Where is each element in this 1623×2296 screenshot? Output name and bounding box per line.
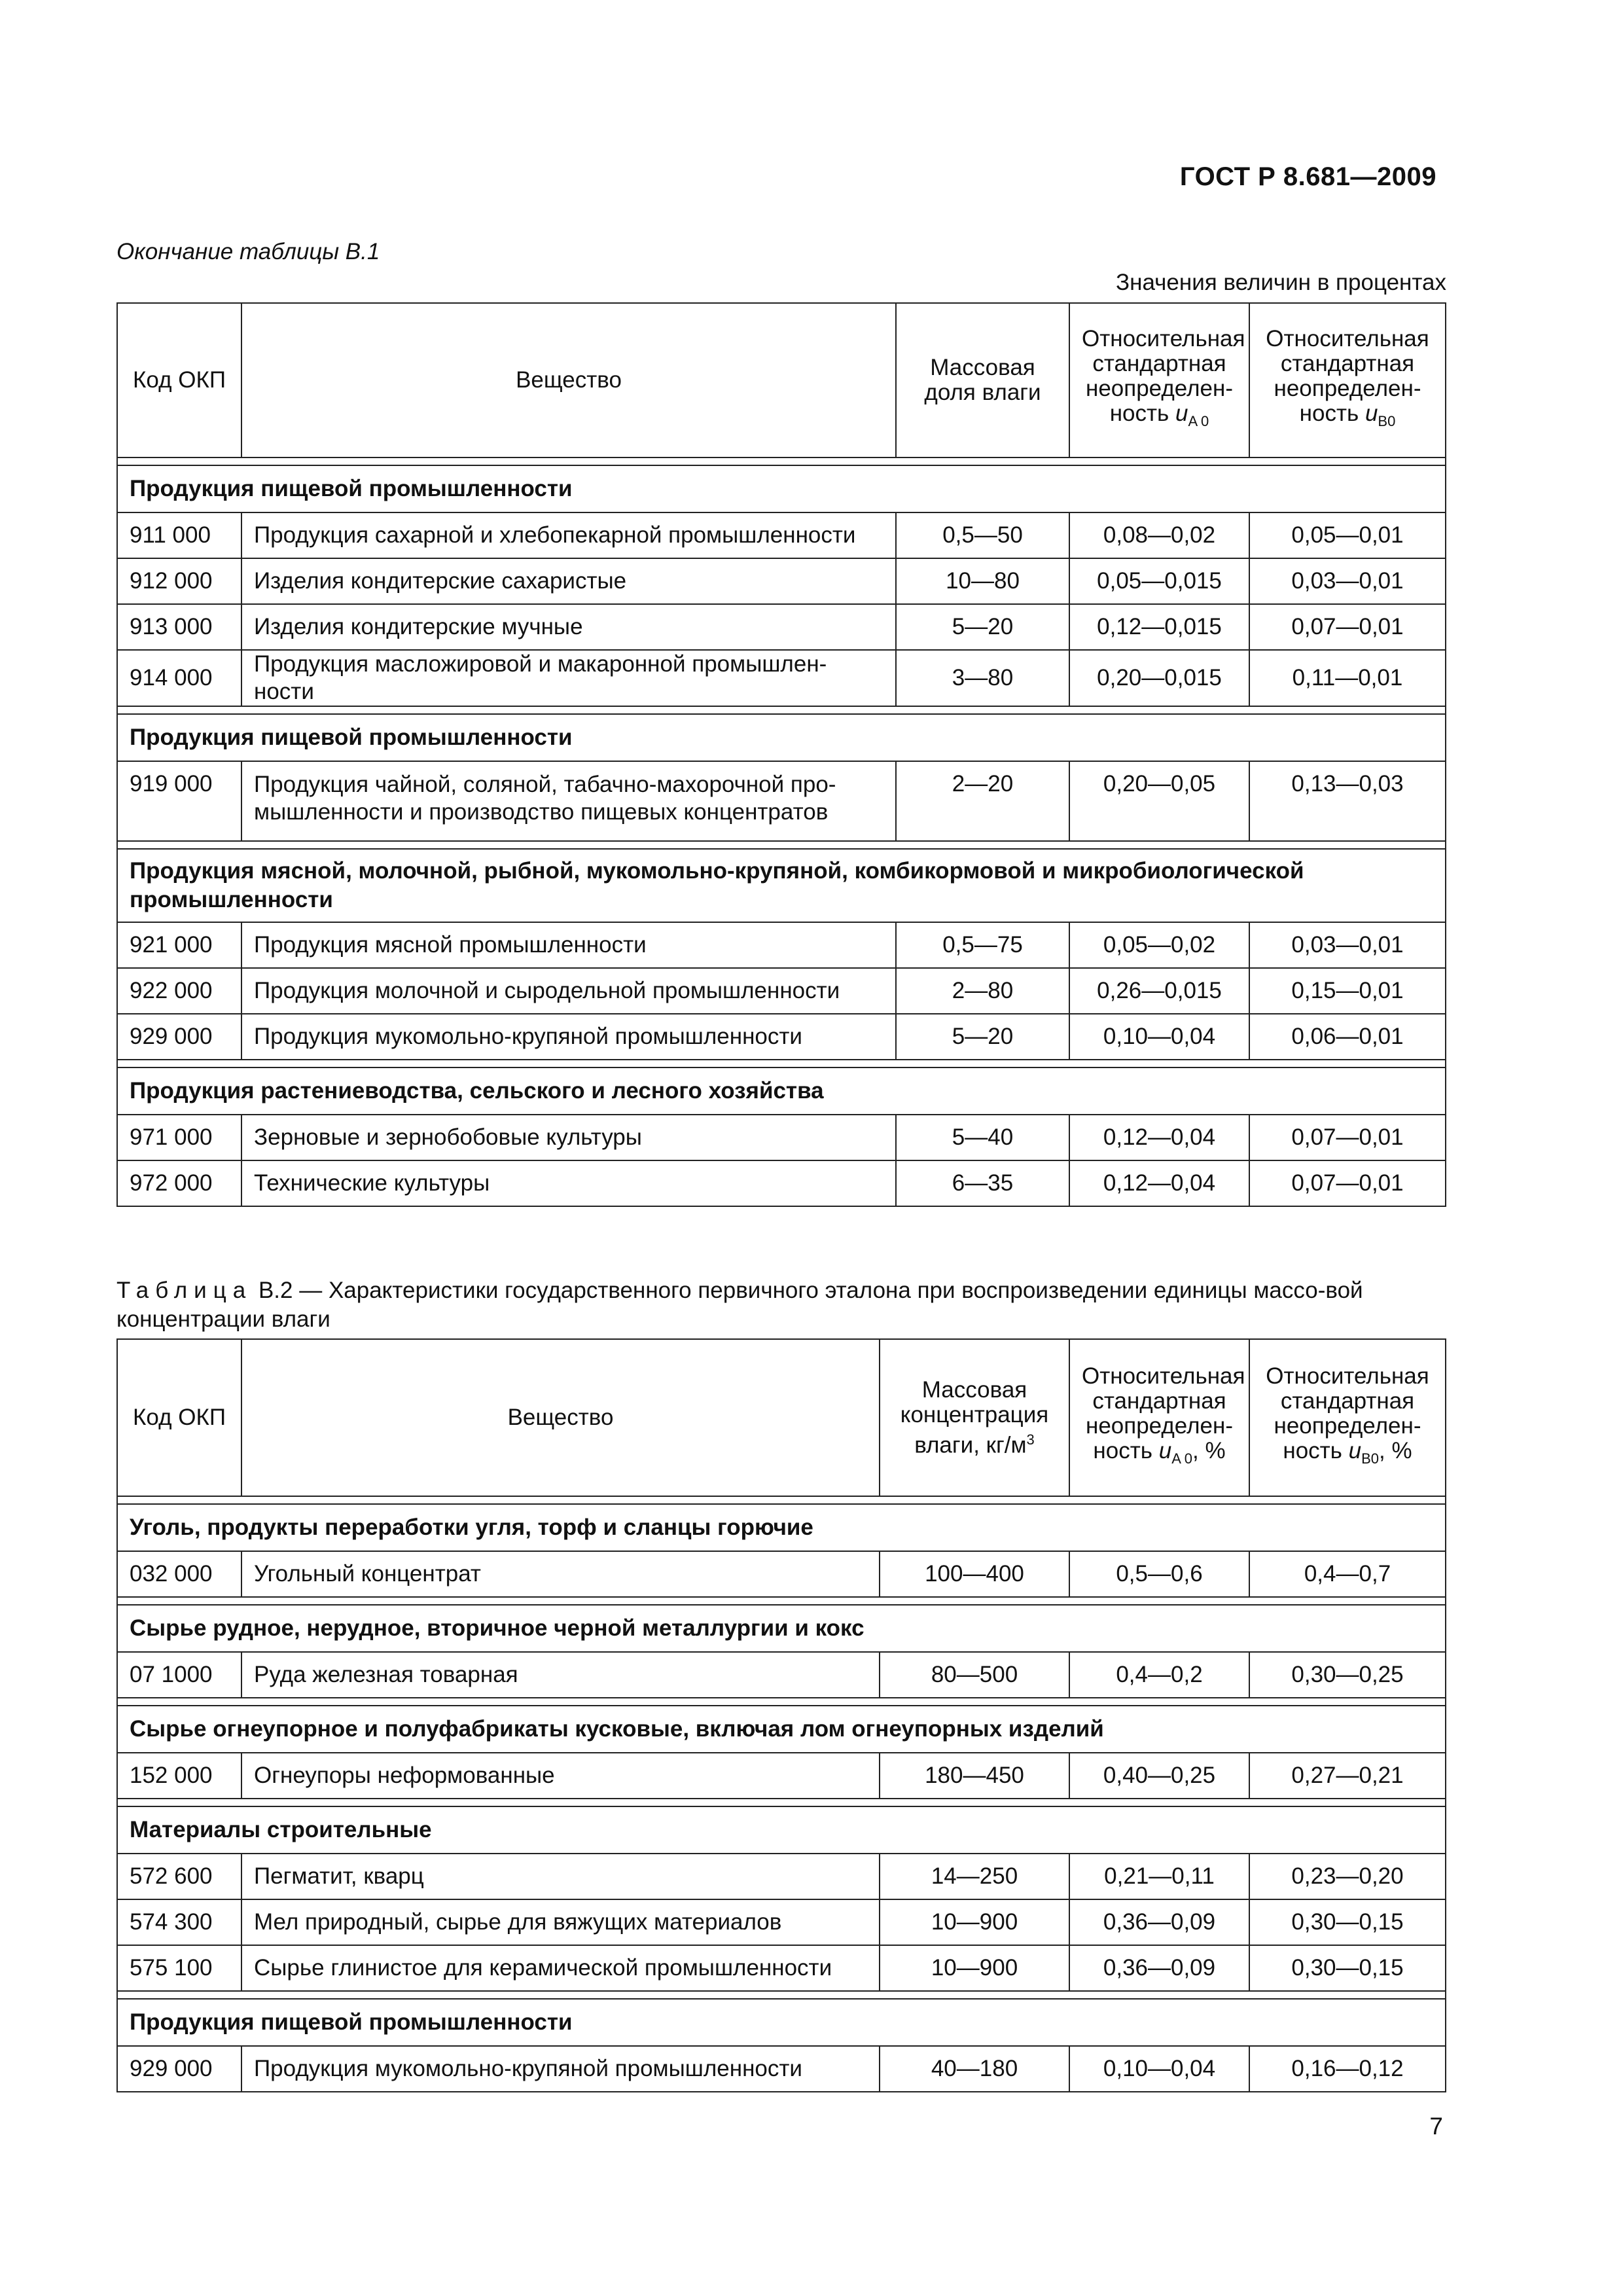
cell-ua: 0,36—0,09 <box>1069 1899 1249 1945</box>
table-1 <box>116 302 1446 1207</box>
cell-ua: 0,08—0,02 <box>1069 512 1249 558</box>
cell-moisture: 6—35 <box>896 1160 1069 1206</box>
cell-moisture: 80—500 <box>880 1652 1069 1698</box>
page-number: 7 <box>1429 2113 1443 2140</box>
cell-ub: 0,13—0,03 <box>1249 761 1446 841</box>
cell-code: 032 000 <box>117 1551 241 1597</box>
group-spacer <box>117 1496 1446 1504</box>
cell-ua: 0,21—0,11 <box>1069 1854 1249 1899</box>
table1-caption: Окончание таблицы В.1 <box>116 239 380 264</box>
table-row <box>117 761 1446 841</box>
group-spacer <box>117 1597 1446 1605</box>
group-spacer <box>117 1799 1446 1806</box>
table-2 <box>116 1338 1446 2092</box>
cell-moisture: 10—900 <box>880 1945 1069 1991</box>
cell-ua: 0,20—0,05 <box>1069 761 1249 841</box>
cell-ua: 0,4—0,2 <box>1069 1652 1249 1698</box>
cell-moisture: 14—250 <box>880 1854 1069 1899</box>
cell-ua: 0,12—0,04 <box>1069 1115 1249 1160</box>
cell-moisture: 180—450 <box>880 1753 1069 1799</box>
cell-substance: Пегматит, кварц <box>241 1854 880 1899</box>
group-spacer <box>117 1060 1446 1067</box>
cell-moisture: 2—20 <box>896 761 1069 841</box>
cell-ua: 0,12—0,04 <box>1069 1160 1249 1206</box>
table2-caption: Таблица В.2 — Характеристики государственного первичного эталона при воспроизведении единицы массо-вой концентрации влаги <box>116 1278 1363 1332</box>
cell-substance: Руда железная товарная <box>241 1652 880 1698</box>
table-row <box>117 512 1446 558</box>
cell-ub: 0,30—0,15 <box>1249 1945 1446 1991</box>
table-row <box>117 1014 1446 1060</box>
cell-moisture: 10—900 <box>880 1899 1069 1945</box>
table-row <box>117 650 1446 706</box>
cell-substance: Продукция молочной и сыродельной промышленности <box>241 968 896 1014</box>
group-title: Продукция растениеводства, сельского и лесного хозяйства <box>117 1067 1446 1115</box>
group-spacer <box>117 841 1446 849</box>
header-ub: Относительная стандартная неопределен-ность $u_{B0}$, % <box>1249 1339 1446 1496</box>
cell-code: 971 000 <box>117 1115 241 1160</box>
cell-code: 07 1000 <box>117 1652 241 1698</box>
header-ub: Относительная стандартная неопределен-ность $u_{B0}$ <box>1249 303 1446 457</box>
cell-ua: 0,12—0,015 <box>1069 604 1249 650</box>
cell-code: 575 100 <box>117 1945 241 1991</box>
cell-moisture: 0,5—50 <box>896 512 1069 558</box>
table-row <box>117 1551 1446 1597</box>
cell-ub: 0,03—0,01 <box>1249 558 1446 604</box>
table-row <box>117 604 1446 650</box>
cell-moisture: 100—400 <box>880 1551 1069 1597</box>
cell-substance: Огнеупоры неформованные <box>241 1753 880 1799</box>
cell-ua: 0,40—0,25 <box>1069 1753 1249 1799</box>
cell-moisture: 3—80 <box>896 650 1069 706</box>
cell-code: 922 000 <box>117 968 241 1014</box>
cell-ua: 0,26—0,015 <box>1069 968 1249 1014</box>
group-title: Уголь, продукты переработки угля, торф и сланцы горючие <box>117 1504 1446 1551</box>
cell-ua: 0,05—0,02 <box>1069 922 1249 968</box>
cell-ub: 0,05—0,01 <box>1249 512 1446 558</box>
group-title: Материалы строительные <box>117 1806 1446 1854</box>
cell-substance: Изделия кондитерские мучные <box>241 604 896 650</box>
group-spacer <box>117 1991 1446 1999</box>
cell-ub: 0,4—0,7 <box>1249 1551 1446 1597</box>
group-title: Продукция пищевой промышленности <box>117 1999 1446 2046</box>
cell-ua: 0,36—0,09 <box>1069 1945 1249 1991</box>
cell-moisture: 2—80 <box>896 968 1069 1014</box>
table-row <box>117 968 1446 1014</box>
cell-moisture: 5—40 <box>896 1115 1069 1160</box>
cell-substance: Технические культуры <box>241 1160 896 1206</box>
header-ua: Относительная стандартная неопределен-ность $u_{A 0}$ <box>1069 303 1249 457</box>
cell-substance: Продукция чайной, соляной, табачно-махорочной про-мышленности и производство пищевых концентратов <box>241 761 896 841</box>
cell-moisture: 40—180 <box>880 2046 1069 2092</box>
cell-ub: 0,07—0,01 <box>1249 604 1446 650</box>
group-title: Продукция пищевой промышленности <box>117 714 1446 761</box>
cell-ub: 0,27—0,21 <box>1249 1753 1446 1799</box>
table-row <box>117 922 1446 968</box>
units-note: Значения величин в процентах <box>1116 270 1446 295</box>
table-row <box>117 1945 1446 1991</box>
cell-code: 929 000 <box>117 1014 241 1060</box>
header-code: Код ОКП <box>117 1339 241 1496</box>
table-row <box>117 1899 1446 1945</box>
table-row <box>117 1652 1446 1698</box>
header-moisture: Массовая концентрация влаги, $кг/м^3$ <box>880 1339 1069 1496</box>
cell-ub: 0,06—0,01 <box>1249 1014 1446 1060</box>
table-row <box>117 1753 1446 1799</box>
group-title: Продукция мясной, молочной, рыбной, мукомольно-крупяной, комбикормовой и микробиологической промышленности <box>117 849 1446 922</box>
cell-ua: 0,5—0,6 <box>1069 1551 1249 1597</box>
cell-code: 911 000 <box>117 512 241 558</box>
cell-ub: 0,15—0,01 <box>1249 968 1446 1014</box>
cell-ub: 0,07—0,01 <box>1249 1160 1446 1206</box>
cell-code: 921 000 <box>117 922 241 968</box>
cell-substance: Угольный концентрат <box>241 1551 880 1597</box>
header-substance: Вещество <box>241 303 896 457</box>
cell-ub: 0,07—0,01 <box>1249 1115 1446 1160</box>
cell-substance: Мел природный, сырье для вяжущих материалов <box>241 1899 880 1945</box>
table-row <box>117 1160 1446 1206</box>
cell-ub: 0,23—0,20 <box>1249 1854 1446 1899</box>
cell-code: 919 000 <box>117 761 241 841</box>
group-title: Сырье огнеупорное и полуфабрикаты кусковые, включая лом огнеупорных изделий <box>117 1706 1446 1753</box>
header-code: Код ОКП <box>117 303 241 457</box>
cell-ua: 0,05—0,015 <box>1069 558 1249 604</box>
group-title: Сырье рудное, нерудное, вторичное черной металлургии и кокс <box>117 1605 1446 1652</box>
group-spacer <box>117 706 1446 714</box>
cell-moisture: 5—20 <box>896 1014 1069 1060</box>
cell-code: 574 300 <box>117 1899 241 1945</box>
cell-code: 913 000 <box>117 604 241 650</box>
document-id: ГОСТ Р 8.681—2009 <box>1179 162 1436 191</box>
cell-ub: 0,11—0,01 <box>1249 650 1446 706</box>
cell-ub: 0,30—0,15 <box>1249 1899 1446 1945</box>
cell-substance: Продукция масложировой и макаронной промышлен-ности <box>241 650 896 706</box>
cell-code: 152 000 <box>117 1753 241 1799</box>
cell-code: 929 000 <box>117 2046 241 2092</box>
cell-ua: 0,20—0,015 <box>1069 650 1249 706</box>
cell-ub: 0,03—0,01 <box>1249 922 1446 968</box>
table-row <box>117 1115 1446 1160</box>
cell-ub: 0,16—0,12 <box>1249 2046 1446 2092</box>
table-row <box>117 1854 1446 1899</box>
cell-substance: Продукция мясной промышленности <box>241 922 896 968</box>
header-ua: Относительная стандартная неопределен-ность $u_{A 0}$, % <box>1069 1339 1249 1496</box>
cell-moisture: 5—20 <box>896 604 1069 650</box>
cell-substance: Зерновые и зернобобовые культуры <box>241 1115 896 1160</box>
group-title: Продукция пищевой промышленности <box>117 465 1446 512</box>
group-spacer <box>117 457 1446 465</box>
cell-substance: Продукция мукомольно-крупяной промышленности <box>241 1014 896 1060</box>
cell-code: 572 600 <box>117 1854 241 1899</box>
cell-moisture: 0,5—75 <box>896 922 1069 968</box>
cell-substance: Продукция мукомольно-крупяной промышленности <box>241 2046 880 2092</box>
group-spacer <box>117 1698 1446 1706</box>
cell-moisture: 10—80 <box>896 558 1069 604</box>
cell-code: 972 000 <box>117 1160 241 1206</box>
cell-substance: Изделия кондитерские сахаристые <box>241 558 896 604</box>
table-row <box>117 558 1446 604</box>
header-moisture: Массовая доля влаги <box>896 303 1069 457</box>
header-substance: Вещество <box>241 1339 880 1496</box>
cell-substance: Продукция сахарной и хлебопекарной промышленности <box>241 512 896 558</box>
cell-ua: 0,10—0,04 <box>1069 2046 1249 2092</box>
table-row <box>117 2046 1446 2092</box>
cell-ua: 0,10—0,04 <box>1069 1014 1249 1060</box>
cell-code: 912 000 <box>117 558 241 604</box>
cell-ub: 0,30—0,25 <box>1249 1652 1446 1698</box>
cell-substance: Сырье глинистое для керамической промышленности <box>241 1945 880 1991</box>
cell-code: 914 000 <box>117 650 241 706</box>
